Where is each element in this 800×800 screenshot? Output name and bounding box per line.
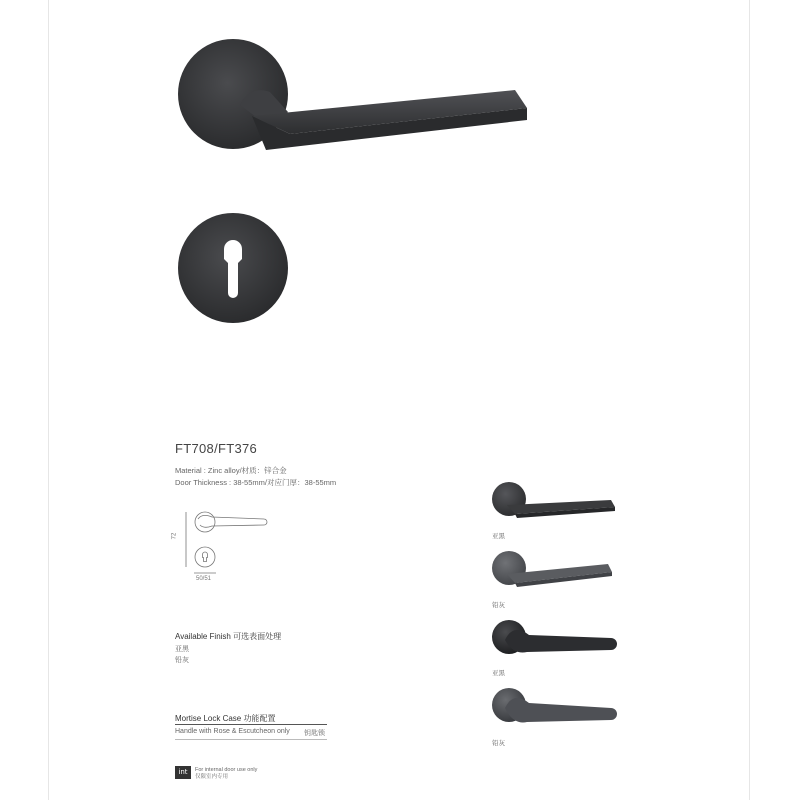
model-number: FT708/FT376 [175, 441, 258, 456]
height-label: 72 [171, 532, 178, 540]
finish-option-1: 亚黑 [175, 646, 189, 653]
variant-3-label: 亚黑 [492, 670, 505, 677]
mortise-divider-top [175, 724, 327, 725]
drawing-keyhole-icon [203, 552, 208, 562]
mortise-description: Handle with Rose & Escutcheon only [175, 728, 290, 735]
drawing-lever [198, 515, 267, 527]
handle-hero-image [170, 30, 540, 350]
variant-1-handle [492, 482, 615, 518]
material-spec: Material : Zinc alloy/材质：锌合金 [175, 466, 287, 475]
technical-drawing [172, 505, 282, 585]
available-finish-title: Available Finish 可选表面处理 [175, 632, 282, 641]
drawing-escutcheon [195, 547, 215, 567]
mortise-divider-bottom [175, 739, 327, 740]
variant-4-label: 铅灰 [492, 740, 505, 747]
mortise-description-cn: 钥匙锁 [304, 730, 325, 737]
finish-variants-images [485, 475, 625, 755]
internal-use-line1: For internal door use only [195, 767, 258, 773]
mortise-lock-title: Mortise Lock Case 功能配置 [175, 714, 276, 723]
width-label: 50/51 [196, 576, 212, 582]
internal-use-line2: 仅限室内专用 [195, 774, 229, 780]
variant-1-label: 亚黑 [492, 533, 505, 540]
finish-option-2: 铅灰 [175, 657, 189, 664]
variant-2-handle [492, 551, 612, 587]
variant-4-handle [492, 688, 617, 722]
variant-2-label: 铅灰 [492, 602, 505, 609]
variant-3-handle [492, 620, 617, 654]
door-thickness-spec: Door Thickness : 38-55mm/对应门厚：38-55mm [175, 478, 337, 487]
internal-use-badge: int [175, 766, 191, 779]
